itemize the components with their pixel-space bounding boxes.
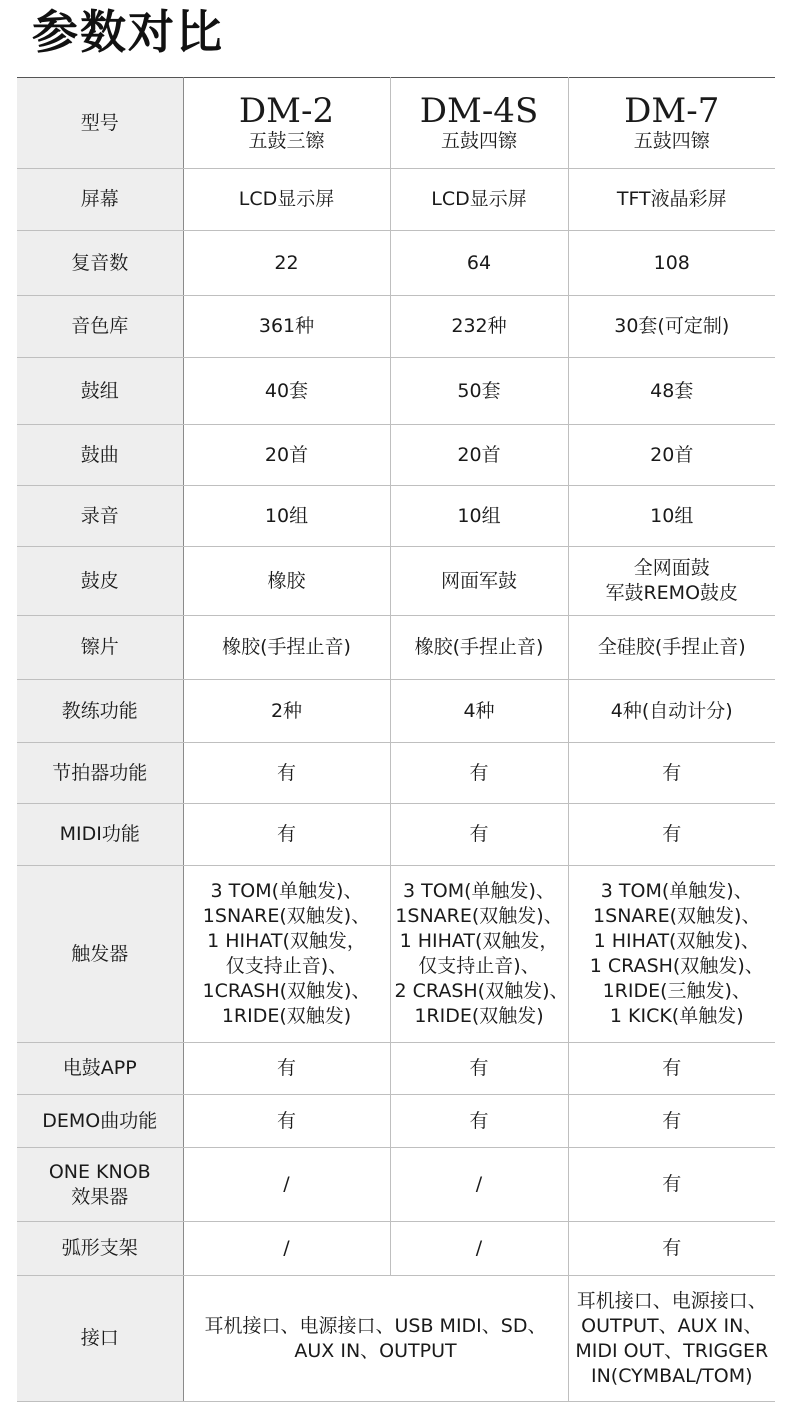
cell-line: 3 TOM(单触发)、 xyxy=(403,880,555,902)
cell-dm4s: 有 xyxy=(390,1043,568,1095)
row-label: 屏幕 xyxy=(17,169,183,231)
row-label-line: 效果器 xyxy=(71,1185,129,1208)
cell-dm2: 2种 xyxy=(183,680,390,743)
cell-line: IN(CYMBAL/TOM) xyxy=(590,1364,753,1387)
table-row xyxy=(17,486,775,547)
cell-line: 1SNARE(双触发)、 xyxy=(202,905,371,927)
cell-dm7: 4种(自动计分) xyxy=(568,680,775,743)
cell-dm7 xyxy=(568,547,775,616)
table-row xyxy=(17,425,775,486)
cell-dm7: 有 xyxy=(568,743,775,804)
model-config: 五鼓四镲 xyxy=(633,130,710,152)
row-label: 电鼓APP xyxy=(17,1043,183,1095)
cell-dm7: 30套(可定制) xyxy=(568,296,775,358)
table-row-model xyxy=(17,78,775,169)
cell-line: 1RIDE(双触发) xyxy=(414,1005,544,1027)
cell-dm4s: 有 xyxy=(390,804,568,866)
cell-line: 2 CRASH(双触发)、 xyxy=(394,980,569,1002)
cell-dm2: 10组 xyxy=(183,486,390,547)
model-cell-dm2 xyxy=(183,78,390,169)
cell-dm2: LCD显示屏 xyxy=(183,169,390,231)
cell-line: 耳机接口、电源接口、USB MIDI、SD、 xyxy=(204,1314,547,1337)
cell-line: 全网面鼓 xyxy=(633,557,710,579)
row-label: 教练功能 xyxy=(17,680,183,743)
cell-dm4s: 有 xyxy=(390,743,568,804)
row-label: MIDI功能 xyxy=(17,804,183,866)
cell-dm2: 有 xyxy=(183,1043,390,1095)
cell-dm7: 有 xyxy=(568,1043,775,1095)
cell-line: 1 CRASH(双触发)、 xyxy=(589,955,764,977)
cell-dm7: 有 xyxy=(568,1148,775,1222)
model-name: DM-2 xyxy=(238,91,335,131)
cell-dm7: 有 xyxy=(568,1222,775,1276)
cell-dm2: 有 xyxy=(183,743,390,804)
table-row xyxy=(17,1222,775,1276)
cell-dm7: 全硅胶(手捏止音) xyxy=(568,616,775,680)
cell-dm2: / xyxy=(183,1148,390,1222)
trigger-cell-dm4s xyxy=(390,866,568,1043)
row-label: 弧形支架 xyxy=(17,1222,183,1276)
row-label: 节拍器功能 xyxy=(17,743,183,804)
table-row xyxy=(17,296,775,358)
spec-comparison-table xyxy=(17,77,775,1402)
table-row xyxy=(17,743,775,804)
table-row-interface xyxy=(17,1276,775,1402)
table-row xyxy=(17,1148,775,1222)
cell-dm2: / xyxy=(183,1222,390,1276)
cell-dm4s: 橡胶(手捏止音) xyxy=(390,616,568,680)
row-label: 鼓曲 xyxy=(17,425,183,486)
cell-line: 1 HIHAT(双触发， xyxy=(207,930,366,952)
row-label: 接口 xyxy=(17,1276,183,1402)
model-cell-dm7 xyxy=(568,78,775,169)
model-config: 五鼓四镲 xyxy=(440,130,517,152)
row-label: 触发器 xyxy=(17,866,183,1043)
row-label: 鼓组 xyxy=(17,358,183,425)
cell-dm7: 20首 xyxy=(568,425,775,486)
table-row-trigger xyxy=(17,866,775,1043)
table-row xyxy=(17,358,775,425)
cell-dm4s: 20首 xyxy=(390,425,568,486)
interface-cell-dm7 xyxy=(568,1276,775,1402)
trigger-cell-dm2 xyxy=(183,866,390,1043)
cell-dm4s: / xyxy=(390,1222,568,1276)
cell-dm4s: 10组 xyxy=(390,486,568,547)
page-title: 参数对比 xyxy=(32,5,224,59)
table-row xyxy=(17,1095,775,1148)
table-row xyxy=(17,804,775,866)
cell-line: 1CRASH(双触发)、 xyxy=(202,980,371,1002)
model-name: DM-4S xyxy=(419,91,539,131)
cell-dm4s: 50套 xyxy=(390,358,568,425)
cell-line: 1 KICK(单触发) xyxy=(609,1005,744,1027)
row-label: 复音数 xyxy=(17,231,183,296)
cell-line: 1RIDE(三触发)、 xyxy=(602,980,751,1002)
cell-dm2: 橡胶(手捏止音) xyxy=(183,616,390,680)
cell-dm4s: 网面军鼓 xyxy=(390,547,568,616)
cell-dm7: 48套 xyxy=(568,358,775,425)
cell-dm7: 10组 xyxy=(568,486,775,547)
cell-dm4s: 4种 xyxy=(390,680,568,743)
cell-dm7: 108 xyxy=(568,231,775,296)
cell-line: 3 TOM(单触发)、 xyxy=(210,880,363,902)
cell-dm4s: 有 xyxy=(390,1095,568,1148)
table-row xyxy=(17,616,775,680)
cell-dm4s: / xyxy=(390,1148,568,1222)
cell-line: 仅支持止音)、 xyxy=(225,955,348,977)
cell-line: MIDI OUT、TRIGGER xyxy=(575,1339,769,1362)
cell-dm7: TFT液晶彩屏 xyxy=(568,169,775,231)
cell-dm2: 橡胶 xyxy=(183,547,390,616)
cell-line: 耳机接口、电源接口、 xyxy=(576,1289,767,1312)
table-row xyxy=(17,680,775,743)
model-name: DM-7 xyxy=(624,91,720,131)
cell-line: 3 TOM(单触发)、 xyxy=(600,880,753,902)
cell-dm2: 22 xyxy=(183,231,390,296)
cell-dm7: 有 xyxy=(568,804,775,866)
table-row xyxy=(17,1043,775,1095)
interface-cell-shared xyxy=(183,1276,568,1402)
cell-dm2: 20首 xyxy=(183,425,390,486)
table-row xyxy=(17,231,775,296)
cell-line: 1 HIHAT(双触发)、 xyxy=(593,930,760,952)
cell-dm4s: 232种 xyxy=(390,296,568,358)
model-config: 五鼓三镲 xyxy=(248,130,325,152)
row-label: DEMO曲功能 xyxy=(17,1095,183,1148)
row-label: 镲片 xyxy=(17,616,183,680)
cell-dm7: 有 xyxy=(568,1095,775,1148)
cell-line: AUX IN、OUTPUT xyxy=(294,1339,457,1362)
table-row xyxy=(17,547,775,616)
row-label xyxy=(17,1148,183,1222)
cell-line: 1SNARE(双触发)、 xyxy=(395,905,563,927)
cell-dm4s: 64 xyxy=(390,231,568,296)
cell-dm2: 有 xyxy=(183,1095,390,1148)
cell-line: OUTPUT、AUX IN、 xyxy=(581,1314,763,1337)
cell-dm2: 361种 xyxy=(183,296,390,358)
cell-dm2: 有 xyxy=(183,804,390,866)
row-label: 音色库 xyxy=(17,296,183,358)
row-label: 型号 xyxy=(17,78,183,169)
trigger-cell-dm7 xyxy=(568,866,775,1043)
model-cell-dm4s xyxy=(390,78,568,169)
cell-line: 1 HIHAT(双触发， xyxy=(399,930,559,952)
cell-line: 1RIDE(双触发) xyxy=(221,1005,352,1027)
row-label: 录音 xyxy=(17,486,183,547)
cell-line: 军鼓REMO鼓皮 xyxy=(605,582,739,604)
cell-dm4s: LCD显示屏 xyxy=(390,169,568,231)
row-label-line: ONE KNOB xyxy=(48,1160,151,1183)
row-label: 鼓皮 xyxy=(17,547,183,616)
table-row xyxy=(17,169,775,231)
cell-line: 仅支持止音)、 xyxy=(418,955,540,977)
cell-dm2: 40套 xyxy=(183,358,390,425)
cell-line: 1SNARE(双触发)、 xyxy=(593,905,761,927)
